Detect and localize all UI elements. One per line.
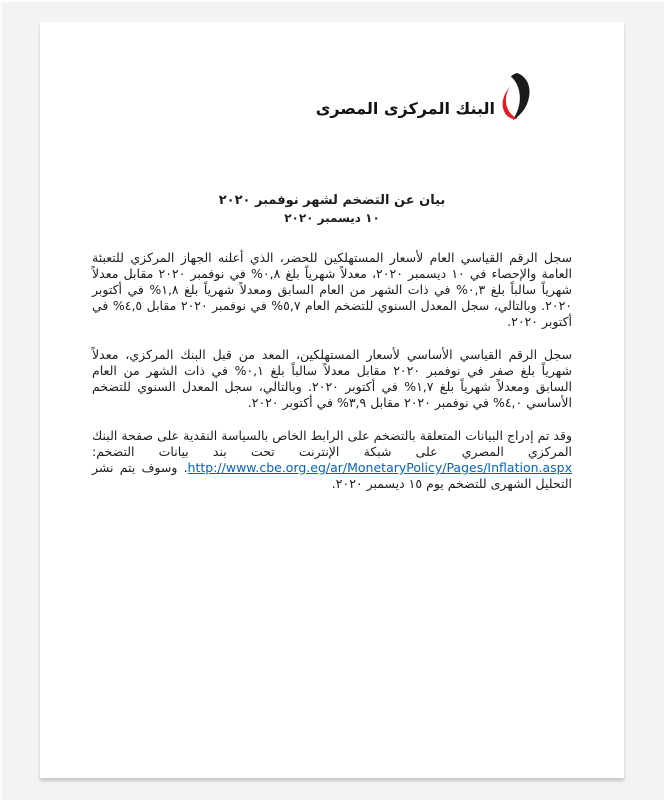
window-left-edge (0, 0, 2, 800)
window-top-edge (0, 0, 664, 2)
cbe-emblem-icon (502, 73, 530, 121)
publication-text-after-link: . وسوف يتم نشر التحليل الشهرى للتضخم يوم ١٥ ديسمبر ٢٠٢٠. (92, 460, 572, 491)
body-paragraphs (92, 250, 572, 492)
document-content (92, 192, 572, 509)
bank-name-calligraphy: البنك المركزى المصرى (315, 99, 495, 118)
paragraph-core-inflation: سجل الرقم القياسي الأساسي لأسعار المستهلكين، المعد من قبل البنك المركزي، معدلاً شهرياً بلغ صفر في نوفمبر ٢٠٢٠ مقابل معدلاً سالباً بلغ ٠,١% في ذات الشهر من العام السابق ومعدلاً شهرياً بلغ ١,٧% في أكتوبر ٢٠٢٠. وبالتالي، سجل المعدل السنوي للتضخم الأساسي ٤,٠% في نوفمبر ٢٠٢٠ مقابل ٣,٩% في أكتوبر ٢٠٢٠. (92, 347, 572, 410)
paragraph-publication-info (92, 428, 572, 492)
inflation-data-link[interactable]: http://www.cbe.org.eg/ar/MonetaryPolicy/Pages/Inflation.aspx (187, 460, 572, 475)
document-page (40, 22, 624, 778)
document-title: بيان عن التضخم لشهر نوفمبر ٢٠٢٠ (218, 193, 446, 208)
paragraph-headline-inflation: سجل الرقم القياسي العام لأسعار المستهلكين للحضر، الذي أعلنه الجهاز المركزي للتعبئة العامة والإحصاء في ١٠ ديسمبر ٢٠٢٠، معدلاً شهرياً بلغ ٠,٨% في نوفمبر ٢٠٢٠ مقابل معدلاً شهرياً سالباً بلغ ٠,٣% في ذات الشهر من العام السابق ومعدلاً شهرياً بلغ ١,٨% في أكتوبر ٢٠٢٠. وبالتالي، سجل المعدل السنوي للتضخم العام ٥,٧% في نوفمبر ٢٠٢٠ مقابل ٤,٥% في أكتوبر ٢٠٢٠. (92, 250, 573, 329)
cbe-logo (316, 73, 530, 121)
document-date: ١٠ ديسمبر ٢٠٢٠ (284, 211, 380, 225)
publication-text-before-link: وقد تم إدراج البيانات المتعلقة بالتضخم على الرابط الخاص بالسياسة النقدية على صفحة البنك المركزي المصري على شبكة الإنترنت تحت بند بيانات التضخم: (92, 428, 572, 459)
